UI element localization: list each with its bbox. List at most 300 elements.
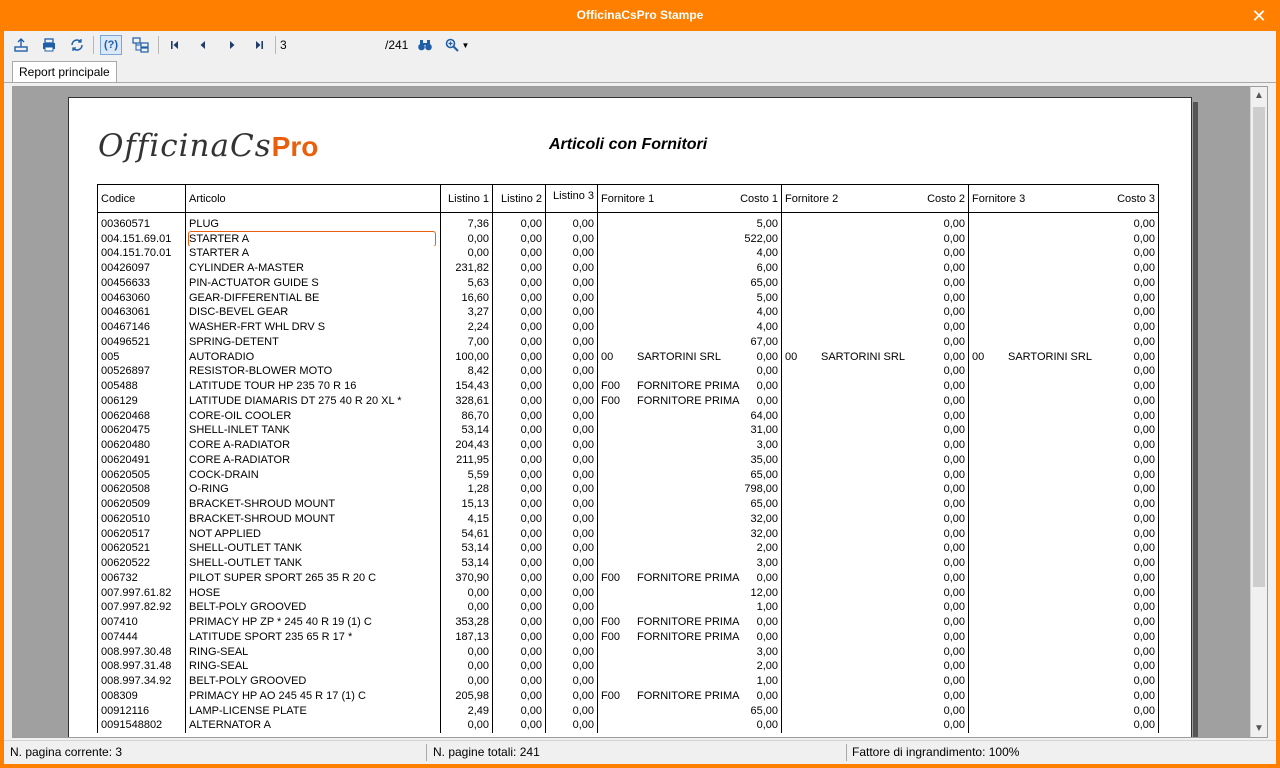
col-header-articolo[interactable]: Articolo: [186, 185, 441, 213]
page-number-input[interactable]: [280, 37, 380, 53]
cell-costo1: 5,00: [756, 217, 778, 230]
cell-listino2: 0,00: [493, 423, 546, 438]
cell-articolo: DISC-BEVEL GEAR: [189, 306, 289, 319]
cell-listino2: 0,00: [493, 290, 546, 305]
cell-articolo: COCK-DRAIN: [189, 468, 259, 481]
last-page-icon[interactable]: [248, 35, 270, 55]
table-row: [98, 512, 1159, 527]
cell-codice: 00426097: [98, 261, 186, 276]
cell-fornitore1-group: [598, 703, 782, 718]
cell-costo2: 0,00: [943, 468, 965, 481]
cell-fornitore2-code: [785, 718, 821, 732]
cell-listino2: 0,00: [493, 217, 546, 232]
col-header-costo1[interactable]: Costo 1: [740, 192, 778, 205]
table-row: [98, 246, 1159, 261]
cell-costo2: 0,00: [943, 232, 965, 245]
cell-costo1: 65,00: [750, 468, 778, 481]
cell-fornitore1-code: [601, 527, 637, 541]
cell-listino3: 0,00: [546, 423, 598, 438]
cell-listino1: 53,14: [441, 541, 493, 556]
cell-fornitore3-group: [969, 408, 1159, 423]
report-viewer[interactable]: [12, 86, 1268, 738]
cell-fornitore3-code: [972, 497, 1008, 511]
cell-fornitore1-code: [601, 438, 637, 452]
table-row: [98, 320, 1159, 335]
cell-fornitore3-group: [969, 556, 1159, 571]
cell-fornitore2-group: [782, 231, 969, 246]
scroll-thumb[interactable]: [1253, 107, 1265, 587]
cell-fornitore3-name: [1008, 291, 1134, 305]
cell-fornitore1-group: [598, 571, 782, 586]
cell-articolo: STARTER A: [189, 247, 250, 260]
cell-fornitore1-code: [601, 704, 637, 718]
cell-fornitore3-group: [969, 644, 1159, 659]
cell-fornitore3-name: [1008, 674, 1134, 688]
cell-fornitore3-name: [1008, 364, 1134, 378]
table-row: [98, 394, 1159, 409]
prev-page-icon[interactable]: [192, 35, 214, 55]
cell-fornitore2-group: [782, 585, 969, 600]
col-header-fornitore2[interactable]: Fornitore 2: [785, 192, 839, 205]
tab-report-principale[interactable]: Report principale: [12, 61, 117, 83]
cell-fornitore3-group: [969, 335, 1159, 350]
cell-listino2: 0,00: [493, 364, 546, 379]
cell-fornitore3-group: [969, 600, 1159, 615]
cell-listino2: 0,00: [493, 497, 546, 512]
cell-fornitore3-group: [969, 467, 1159, 482]
toolbar-separator: [93, 36, 94, 54]
cell-fornitore3-group: [969, 290, 1159, 305]
cell-listino1: 0,00: [441, 659, 493, 674]
cell-fornitore3-name: [1008, 453, 1134, 467]
cell-articolo-wrap: [186, 497, 441, 512]
cell-fornitore3-name: [1008, 335, 1134, 349]
cell-fornitore1-code: [601, 364, 637, 378]
cell-codice: 00463061: [98, 305, 186, 320]
cell-costo1: 3,00: [756, 645, 778, 658]
cell-fornitore2-name: [821, 246, 944, 260]
cell-listino3: 0,00: [546, 585, 598, 600]
cell-listino1: 100,00: [441, 349, 493, 364]
cell-codice: 00620491: [98, 453, 186, 468]
cell-fornitore1-name: [637, 512, 750, 526]
cell-fornitore2-code: [785, 246, 821, 260]
cell-listino3: 0,00: [546, 453, 598, 468]
cell-fornitore3-name: [1008, 689, 1134, 703]
scroll-down-icon[interactable]: ▼: [1254, 723, 1264, 734]
cell-costo3: 0,00: [1133, 380, 1155, 393]
cell-listino1: 1,28: [441, 482, 493, 497]
cell-costo1: 0,00: [756, 630, 778, 643]
cell-costo2: 0,00: [943, 276, 965, 289]
cell-fornitore2-name: [821, 674, 944, 688]
cell-fornitore3-code: [972, 423, 1008, 437]
cell-fornitore2-code: [785, 482, 821, 496]
cell-codice: 008.997.31.48: [98, 659, 186, 674]
cell-costo1: 4,00: [756, 321, 778, 334]
cell-articolo-wrap: [186, 512, 441, 527]
cell-fornitore2-code: [785, 512, 821, 526]
cell-costo3: 0,00: [1133, 409, 1155, 422]
tree-icon[interactable]: [130, 35, 152, 55]
table-row: [98, 585, 1159, 600]
cell-articolo-wrap: [186, 335, 441, 350]
cell-fornitore2-name: [821, 482, 944, 496]
table-row: [98, 674, 1159, 689]
cell-fornitore2-name: [821, 527, 944, 541]
next-page-icon[interactable]: [221, 35, 243, 55]
cell-listino3: 0,00: [546, 512, 598, 527]
cell-fornitore2-name: [821, 394, 944, 408]
cell-fornitore1-group: [598, 659, 782, 674]
cell-fornitore2-group: [782, 497, 969, 512]
cell-fornitore1-code: [601, 217, 637, 231]
cell-fornitore1-group: [598, 453, 782, 468]
cell-articolo-wrap: [186, 217, 441, 232]
cell-fornitore2-name: [821, 438, 944, 452]
cell-listino3: 0,00: [546, 379, 598, 394]
cell-fornitore3-code: [972, 556, 1008, 570]
cell-fornitore3-code: [972, 645, 1008, 659]
cell-listino1: 4,15: [441, 512, 493, 527]
cell-codice: 00620468: [98, 408, 186, 423]
cell-fornitore3-name: [1008, 423, 1134, 437]
scroll-up-icon[interactable]: ▲: [1254, 90, 1264, 101]
cell-costo1: 0,00: [756, 689, 778, 702]
cell-fornitore3-code: [972, 704, 1008, 718]
cell-fornitore1-code: [601, 541, 637, 555]
tab-strip: [4, 59, 1276, 83]
cell-articolo: CORE A-RADIATOR: [189, 439, 291, 452]
cell-listino2: 0,00: [493, 689, 546, 704]
cell-fornitore3-code: [972, 246, 1008, 260]
cell-fornitore3-code: [972, 482, 1008, 496]
cell-fornitore1-code: [601, 423, 637, 437]
cell-fornitore2-name: [821, 468, 944, 482]
cell-fornitore3-group: [969, 379, 1159, 394]
table-row: [98, 526, 1159, 541]
cell-articolo: SPRING-DETENT: [189, 335, 279, 348]
cell-listino3: 0,00: [546, 231, 598, 246]
cell-fornitore2-name: [821, 320, 944, 334]
cell-fornitore3-name: [1008, 586, 1134, 600]
print-icon[interactable]: [38, 35, 60, 55]
cell-fornitore1-name: [637, 482, 744, 496]
cell-fornitore1-name: [637, 556, 757, 570]
cell-fornitore1-group: [598, 276, 782, 291]
cell-fornitore1-group: [598, 290, 782, 305]
cell-fornitore2-code: [785, 600, 821, 614]
cell-costo2: 0,00: [943, 601, 965, 614]
cell-fornitore2-name: [821, 630, 944, 644]
cell-costo2: 0,00: [943, 380, 965, 393]
search-icon[interactable]: [414, 35, 436, 55]
cell-costo1: 1,00: [756, 675, 778, 688]
cell-fornitore1-group: [598, 615, 782, 630]
status-total-pages: N. pagine totali: 241: [433, 745, 540, 759]
cell-listino3: 0,00: [546, 320, 598, 335]
col-header-codice[interactable]: Codice: [98, 185, 186, 213]
cell-codice: 007.997.82.92: [98, 600, 186, 615]
export-icon[interactable]: [10, 35, 32, 55]
cell-costo3: 0,00: [1133, 276, 1155, 289]
cell-listino1: 0,00: [441, 246, 493, 261]
cell-fornitore2-name: [821, 261, 944, 275]
cell-costo3: 0,00: [1133, 439, 1155, 452]
table-row: [98, 364, 1159, 379]
cell-fornitore1-code: F00: [601, 616, 620, 629]
cell-fornitore2-group: [782, 261, 969, 276]
cell-fornitore2-code: [785, 409, 821, 423]
col-header-fornitore2-group: [782, 185, 969, 213]
cell-fornitore3-name: [1008, 217, 1134, 231]
cell-fornitore1-name: FORNITORE PRIMA: [637, 630, 740, 643]
cell-fornitore1-code: [601, 600, 637, 614]
cell-listino2: 0,00: [493, 718, 546, 733]
cell-fornitore2-group: [782, 541, 969, 556]
cell-codice: 008309: [98, 689, 186, 704]
cell-fornitore3-code: [972, 438, 1008, 452]
cell-codice: 00620509: [98, 497, 186, 512]
cell-fornitore3-name: [1008, 527, 1134, 541]
cell-fornitore1-name: [637, 438, 757, 452]
cell-articolo: RESISTOR-BLOWER MOTO: [189, 365, 333, 378]
col-header-listino3[interactable]: Listino 3: [546, 185, 598, 213]
cell-costo3: 0,00: [1133, 247, 1155, 260]
cell-articolo: LATITUDE DIAMARIS DT 275 40 R 20 XL *: [189, 394, 402, 407]
cell-listino2: 0,00: [493, 408, 546, 423]
cell-codice: 008.997.30.48: [98, 644, 186, 659]
cell-costo2: 0,00: [943, 409, 965, 422]
cell-fornitore2-group: [782, 689, 969, 704]
table-row: [98, 290, 1159, 305]
cell-listino1: 86,70: [441, 408, 493, 423]
cell-codice: 00526897: [98, 364, 186, 379]
cell-fornitore1-code: [601, 556, 637, 570]
cell-fornitore2-code: [785, 497, 821, 511]
cell-costo2: 0,00: [943, 498, 965, 511]
cell-costo1: 32,00: [750, 527, 778, 540]
cell-fornitore1-code: [601, 645, 637, 659]
cell-costo1: 0,00: [756, 365, 778, 378]
cell-fornitore3-name: [1008, 305, 1134, 319]
cell-fornitore2-group: [782, 703, 969, 718]
cell-fornitore2-group: [782, 674, 969, 689]
cell-costo1: 65,00: [750, 498, 778, 511]
cell-costo2: 0,00: [943, 321, 965, 334]
cell-listino3: 0,00: [546, 408, 598, 423]
cell-fornitore3-name: [1008, 320, 1134, 334]
cell-fornitore1-group: [598, 246, 782, 261]
vertical-scrollbar[interactable]: [1250, 87, 1267, 737]
cell-listino2: 0,00: [493, 467, 546, 482]
cell-listino3: 0,00: [546, 438, 598, 453]
cell-articolo-wrap: [186, 379, 441, 394]
cell-fornitore1-name: FORNITORE PRIMA: [637, 380, 740, 393]
cell-fornitore3-group: [969, 718, 1159, 733]
cell-listino2: 0,00: [493, 659, 546, 674]
cell-articolo: BELT-POLY GROOVED: [189, 675, 307, 688]
cell-fornitore2-code: [785, 468, 821, 482]
cell-listino2: 0,00: [493, 644, 546, 659]
cell-fornitore1-code: [601, 512, 637, 526]
cell-listino2: 0,00: [493, 335, 546, 350]
cell-fornitore1-group: [598, 497, 782, 512]
cell-fornitore2-group: [782, 556, 969, 571]
cell-articolo: PLUG: [189, 217, 219, 230]
cell-costo1: 522,00: [744, 232, 778, 245]
cell-listino2: 0,00: [493, 305, 546, 320]
logo-pro-text: Pro: [271, 131, 319, 162]
articles-table: [97, 184, 1159, 733]
col-header-listino2[interactable]: Listino 2: [493, 185, 546, 213]
cell-articolo-wrap: [186, 305, 441, 320]
cell-costo1: 0,00: [756, 616, 778, 629]
cell-listino1: 0,00: [441, 231, 493, 246]
cell-fornitore1-group: [598, 217, 782, 232]
col-header-listino1[interactable]: Listino 1: [441, 185, 493, 213]
cell-fornitore3-group: [969, 541, 1159, 556]
cell-fornitore1-code: [601, 718, 637, 732]
cell-articolo: ALTERNATOR A: [189, 719, 271, 732]
cell-costo3: 0,00: [1133, 350, 1155, 363]
cell-fornitore2-group: [782, 349, 969, 364]
brand-logo: [98, 128, 318, 164]
col-header-fornitore1[interactable]: Fornitore 1: [601, 192, 655, 205]
cell-fornitore2-code: [785, 704, 821, 718]
cell-costo2: 0,00: [943, 306, 965, 319]
cell-costo1: 6,00: [756, 262, 778, 275]
cell-fornitore3-group: [969, 526, 1159, 541]
cell-fornitore3-code: [972, 320, 1008, 334]
cell-fornitore1-name: [637, 586, 750, 600]
cell-listino3: 0,00: [546, 556, 598, 571]
cell-fornitore2-name: [821, 541, 944, 555]
table-row: [98, 423, 1159, 438]
toolbar-separator: [158, 36, 159, 54]
cell-listino1: 0,00: [441, 674, 493, 689]
cell-listino1: 154,43: [441, 379, 493, 394]
cell-costo1: 12,00: [750, 586, 778, 599]
cell-fornitore2-name: [821, 600, 944, 614]
cell-fornitore1-group: [598, 261, 782, 276]
cell-costo1: 798,00: [744, 483, 778, 496]
cell-articolo-wrap: [186, 482, 441, 497]
table-row: [98, 689, 1159, 704]
cell-fornitore3-name: [1008, 630, 1134, 644]
cell-fornitore1-code: F00: [601, 394, 620, 407]
cell-fornitore1-code: [601, 453, 637, 467]
chevron-down-icon: ▼: [461, 40, 470, 50]
cell-articolo: O-RING: [189, 483, 229, 496]
cell-articolo: LATITUDE SPORT 235 65 R 17 *: [189, 630, 353, 643]
cell-costo1: 5,00: [756, 291, 778, 304]
refresh-icon[interactable]: [66, 35, 88, 55]
col-header-fornitore3[interactable]: Fornitore 3: [972, 192, 1026, 205]
cell-fornitore1-name: [637, 246, 757, 260]
cell-fornitore1-name: [637, 217, 757, 231]
table-row: [98, 615, 1159, 630]
cell-costo2: 0,00: [943, 394, 965, 407]
cell-costo1: 65,00: [750, 704, 778, 717]
cell-fornitore1-code: F00: [601, 630, 620, 643]
cell-fornitore2-name: [821, 689, 944, 703]
close-icon[interactable]: ✕: [1251, 6, 1267, 26]
cell-articolo: CORE-OIL COOLER: [189, 409, 292, 422]
cell-fornitore3-name: [1008, 409, 1134, 423]
cell-fornitore3-code: [972, 291, 1008, 305]
cell-fornitore1-group: [598, 394, 782, 409]
cell-fornitore3-name: [1008, 246, 1134, 260]
cell-articolo-wrap: [186, 423, 441, 438]
cell-fornitore1-group: [598, 305, 782, 320]
toolbar: [4, 31, 1276, 59]
cell-costo1: 64,00: [750, 409, 778, 422]
cell-fornitore3-name: [1008, 497, 1134, 511]
cell-articolo: BRACKET-SHROUD MOUNT: [189, 498, 336, 511]
cell-fornitore2-group: [782, 467, 969, 482]
cell-articolo-wrap: [186, 276, 441, 291]
cell-articolo: GEAR-DIFFERENTIAL BE: [189, 291, 320, 304]
table-row: [98, 335, 1159, 350]
cell-codice: 006732: [98, 571, 186, 586]
cell-costo2: 0,00: [943, 719, 965, 732]
table-row: [98, 276, 1159, 291]
cell-fornitore3-code: [972, 674, 1008, 688]
cell-listino3: 0,00: [546, 600, 598, 615]
cell-fornitore3-code: [972, 659, 1008, 673]
cell-fornitore3-group: [969, 453, 1159, 468]
table-row: [98, 482, 1159, 497]
first-page-icon[interactable]: [164, 35, 186, 55]
cell-fornitore1-group: [598, 482, 782, 497]
cell-articolo: CYLINDER A-MASTER: [189, 262, 304, 275]
cell-fornitore1-group: [598, 349, 782, 364]
cell-costo2: 0,00: [943, 217, 965, 230]
cell-fornitore2-name: [821, 586, 944, 600]
cell-fornitore2-name: [821, 291, 944, 305]
zoom-icon[interactable]: [442, 35, 472, 55]
cell-costo1: 4,00: [756, 247, 778, 260]
cell-fornitore3-code: [972, 689, 1008, 703]
cell-fornitore1-name: [637, 718, 757, 732]
cell-fornitore3-name: SARTORINI SRL: [1008, 350, 1092, 363]
cell-fornitore3-code: [972, 615, 1008, 629]
cell-fornitore1-group: [598, 423, 782, 438]
col-header-costo2[interactable]: Costo 2: [927, 192, 965, 205]
cell-costo3: 0,00: [1133, 645, 1155, 658]
help-icon[interactable]: (?): [100, 35, 122, 55]
cell-fornitore3-name: [1008, 276, 1134, 290]
cell-fornitore2-group: [782, 276, 969, 291]
cell-costo1: 35,00: [750, 453, 778, 466]
cell-listino2: 0,00: [493, 541, 546, 556]
cell-costo2: 0,00: [943, 512, 965, 525]
cell-fornitore2-code: [785, 586, 821, 600]
cell-articolo-wrap: [186, 541, 441, 556]
cell-fornitore1-code: [601, 291, 637, 305]
cell-articolo-wrap: [186, 674, 441, 689]
cell-listino2: 0,00: [493, 674, 546, 689]
cell-fornitore1-group: [598, 379, 782, 394]
col-header-costo3[interactable]: Costo 3: [1117, 192, 1155, 205]
window-title: OfficinaCsPro Stampe: [576, 8, 704, 22]
cell-codice: 006129: [98, 394, 186, 409]
table-row: [98, 703, 1159, 718]
table-row: [98, 571, 1159, 586]
cell-costo1: 65,00: [750, 276, 778, 289]
cell-listino3: 0,00: [546, 644, 598, 659]
